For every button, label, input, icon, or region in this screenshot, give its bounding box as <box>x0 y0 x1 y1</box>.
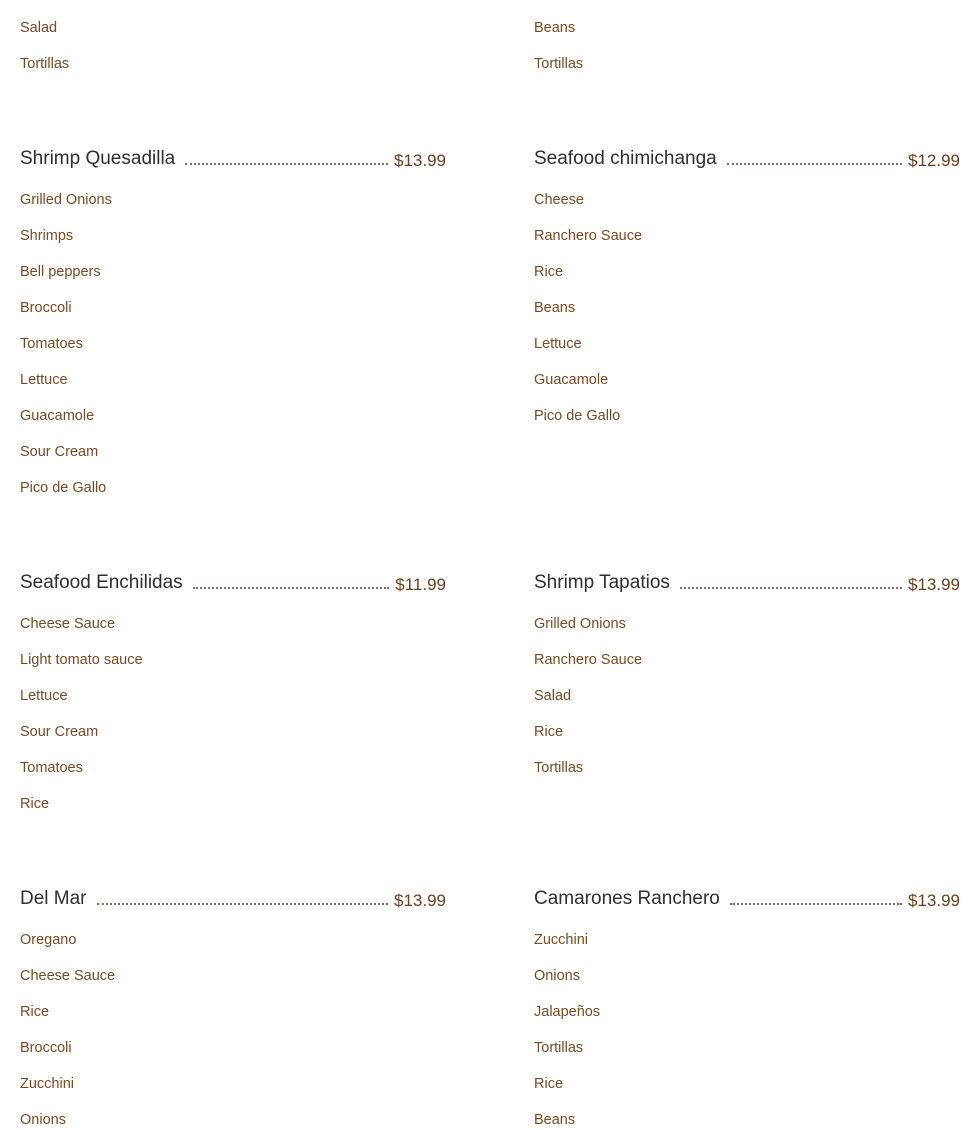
ingredient: Salad <box>20 20 58 36</box>
ingredient: Jalapeños <box>534 1004 601 1020</box>
ingredient: Rice <box>534 1076 564 1092</box>
dot-leader <box>185 163 388 165</box>
ingredient: Pico de Gallo <box>20 480 107 496</box>
dish-name: Shrimp Quesadilla <box>20 148 176 169</box>
ingredient: Broccoli <box>20 1040 72 1056</box>
dish-price: $12.99 <box>908 151 960 170</box>
dish-price: $13.99 <box>908 575 960 594</box>
ingredient: Cheese Sauce <box>20 968 116 984</box>
ingredient: Guacamole <box>534 372 609 388</box>
ingredient: Tortillas <box>20 56 70 72</box>
ingredient: Rice <box>20 796 50 812</box>
menu-item-header <box>20 566 446 596</box>
dot-leader <box>193 587 390 589</box>
ingredient: Beans <box>534 300 576 316</box>
dish-price: $13.99 <box>394 891 446 910</box>
dish-name: Seafood chimichanga <box>534 148 717 169</box>
menu-item-header <box>534 142 960 172</box>
ingredient: Lettuce <box>20 372 68 388</box>
ingredient: Zucchini <box>534 932 588 948</box>
ingredient: Rice <box>20 1004 50 1020</box>
ingredient: Salad <box>534 688 572 704</box>
dot-leader <box>680 587 902 589</box>
ingredient: Sour Cream <box>20 444 99 460</box>
ingredient: Tortillas <box>534 1040 584 1056</box>
ingredient: Lettuce <box>20 688 68 704</box>
dish-name: Shrimp Tapatios <box>534 572 670 593</box>
menu-item-header <box>534 566 960 596</box>
ingredient: Ranchero Sauce <box>534 652 643 668</box>
dot-leader <box>730 903 902 905</box>
menu-item <box>534 142 960 424</box>
ingredient: Grilled Onions <box>534 616 626 632</box>
ingredient: Cheese Sauce <box>20 616 116 632</box>
ingredient: Tomatoes <box>20 760 83 776</box>
ingredient: Tortillas <box>534 760 584 776</box>
dish-name: Del Mar <box>20 888 87 909</box>
dish-name: Seafood Enchilidas <box>20 572 183 593</box>
dish-price: $13.99 <box>394 151 446 170</box>
ingredient: Tomatoes <box>20 336 83 352</box>
menu-item <box>534 882 960 1128</box>
ingredient: Rice <box>534 264 564 280</box>
ingredient: Light tomato sauce <box>20 652 143 668</box>
ingredient: Broccoli <box>20 300 72 316</box>
ingredient: Beans <box>534 1112 576 1128</box>
ingredient: Onions <box>534 968 580 984</box>
menu-item <box>20 566 446 812</box>
dish-name: Camarones Ranchero <box>534 888 720 909</box>
menu-item <box>20 142 446 496</box>
dish-price: $11.99 <box>395 575 446 594</box>
ingredient: Lettuce <box>534 336 582 352</box>
ingredient: Bell peppers <box>20 264 101 280</box>
menu-item <box>20 882 446 1128</box>
ingredient: Beans <box>534 20 576 36</box>
dish-price: $13.99 <box>908 891 960 910</box>
ingredient: Grilled Onions <box>20 192 112 208</box>
dot-leader <box>97 903 388 905</box>
ingredient: Pico de Gallo <box>534 408 621 424</box>
ingredient: Shrimps <box>20 228 74 244</box>
ingredient: Onions <box>20 1112 66 1128</box>
ingredient: Oregano <box>20 932 77 948</box>
ingredient: Ranchero Sauce <box>534 228 643 244</box>
dot-leader <box>727 163 902 165</box>
ingredient: Sour Cream <box>20 724 99 740</box>
ingredient: Rice <box>534 724 564 740</box>
ingredient: Cheese <box>534 192 584 208</box>
ingredient: Tortillas <box>534 56 584 72</box>
menu-item <box>534 566 960 776</box>
ingredient: Guacamole <box>20 408 95 424</box>
ingredient: Zucchini <box>20 1076 74 1092</box>
menu-item-header <box>20 882 446 912</box>
menu-item-header <box>20 142 446 172</box>
menu-item-header <box>534 882 960 912</box>
